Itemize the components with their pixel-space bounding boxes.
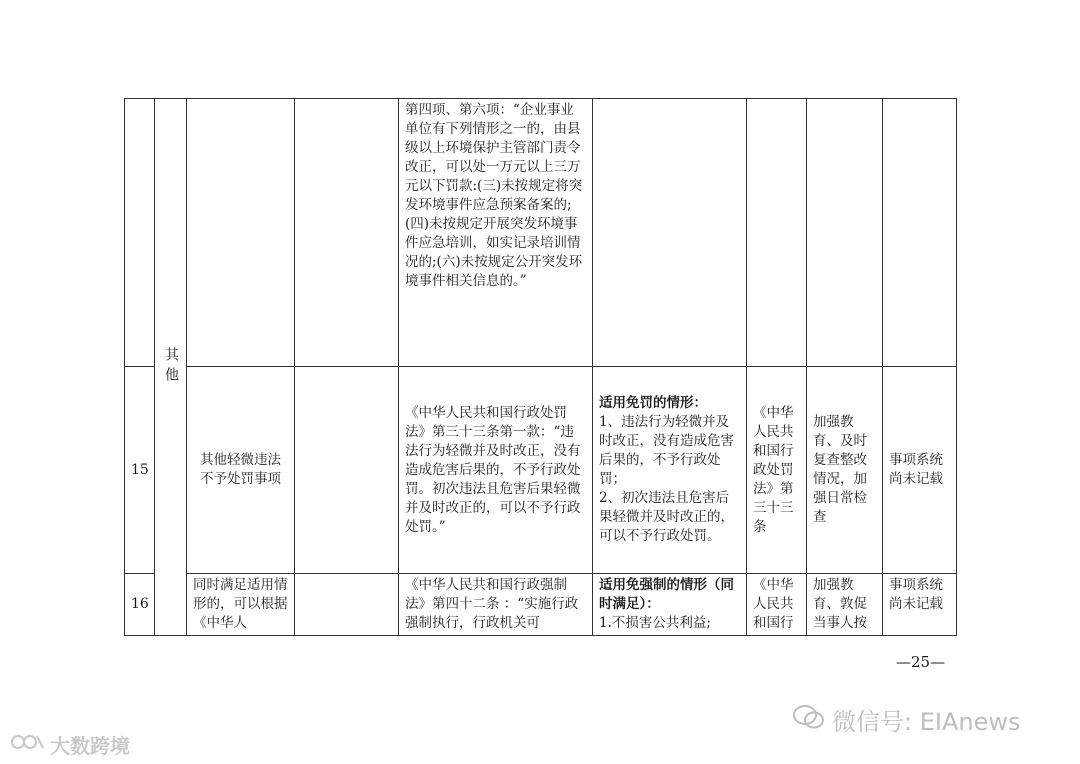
brand-name: 大数跨境 <box>50 734 130 758</box>
wechat-icon <box>792 703 826 737</box>
page-number: —25— <box>896 653 946 671</box>
note-cell: 事项系统尚未记载 <box>883 574 957 636</box>
table-row <box>125 574 957 636</box>
wechat-watermark <box>792 702 1020 737</box>
category-cell: 其他 <box>155 99 187 636</box>
item-cell: 其他轻微违法 不予处罚事项 <box>187 367 295 574</box>
condition-cell <box>593 574 747 636</box>
condition-body: 1、违法行为轻微并及时改正，没有造成危害后果的，不予行政处罚； 2、初次违法且危害后果轻微并及时改正的，可以不予行政处罚。 <box>599 414 734 544</box>
measures-cell: 加强教育、敦促当事人按 <box>807 574 883 636</box>
measures-cell: 加强教育、及时复查整改情况，加强日常检查 <box>807 367 883 574</box>
table-row <box>125 367 957 574</box>
condition-cell <box>593 367 747 574</box>
condition-body: 1.不损害公共利益; <box>599 615 711 631</box>
note-cell: 事项系统尚未记载 <box>883 367 957 574</box>
table-row <box>125 99 957 367</box>
row-number: 16 <box>125 574 155 636</box>
law-cell: 《中华人民共和国行 <box>747 574 807 636</box>
condition-title: 适用免罚的情形： <box>599 395 707 411</box>
basis-cell: 《中华人民共和国行政强制法》第四十二条 ：“实施行政强制执行，行政机关可 <box>399 574 593 636</box>
item-cell: 同时满足适用情形的，可以根据《中华人 <box>187 574 295 636</box>
basis-cell: 第四项、第六项：“企业事业单位有下列情形之一的，由县级以上环境保护主管部门责令改正，可以处一万元以上三万元以下罚款:(三)未按规定将突发环境事件应急预案备案的;(四)未按规定开展突发环境事件应急培训，如实记录培训情况的;(六)未按规定公开突发环境事件相关信息的。” <box>399 99 593 367</box>
basis-cell: 《中华人民共和国行政处罚法》第三十三条第一款：“违法行为轻微并及时改正，没有造成危害后果的，不予行政处罚。初次违法且危害后果轻微并及时改正的，可以不予行政处罚。” <box>399 367 593 574</box>
brand-logo-icon <box>10 731 44 758</box>
condition-title: 适用免强制的情形（同时满足）： <box>599 577 734 612</box>
regulation-table <box>124 98 956 635</box>
row-number: 15 <box>125 367 155 574</box>
brand-watermark <box>10 730 130 759</box>
number-cell <box>125 99 155 367</box>
wechat-id: 微信号: EIAnews <box>832 708 1021 736</box>
law-cell: 《中华人民共和国行政处罚法》第三十三条 <box>747 367 807 574</box>
